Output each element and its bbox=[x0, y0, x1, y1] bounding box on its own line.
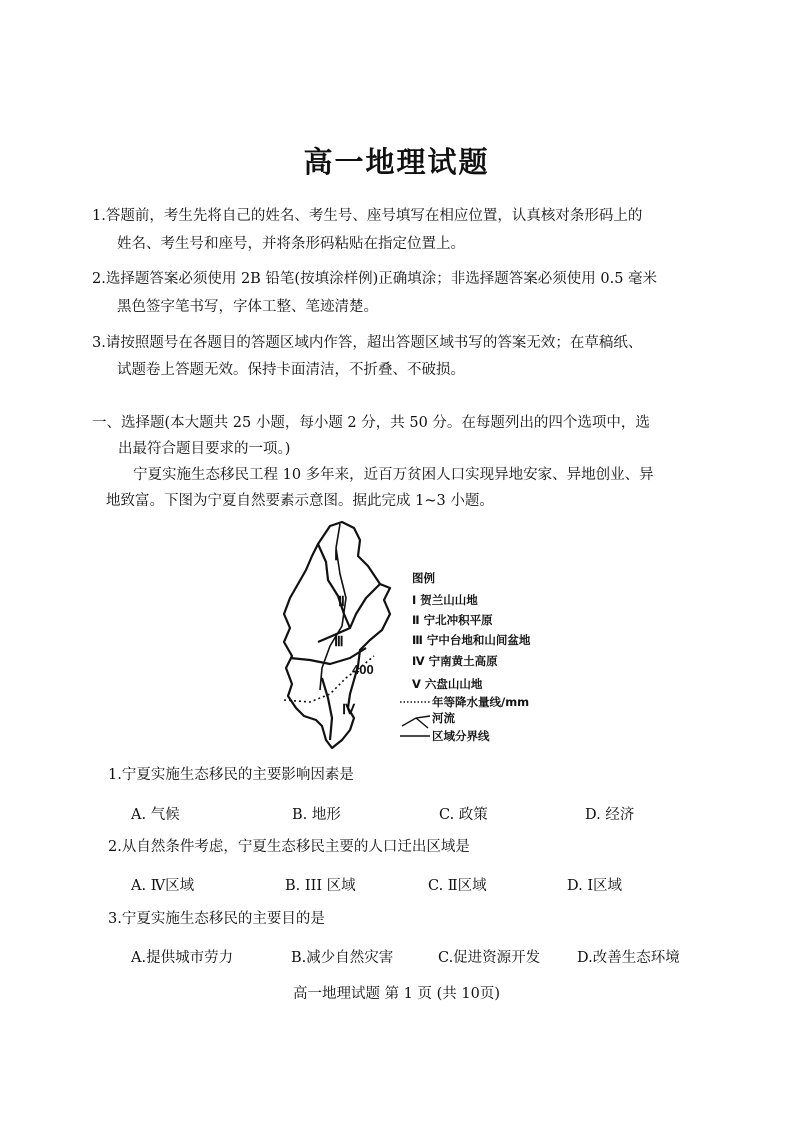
region-label-3: Ⅲ bbox=[334, 635, 344, 650]
legend-item-3: Ⅲ 宁中台地和山间盆地 bbox=[412, 633, 531, 647]
ningxia-map-figure bbox=[270, 518, 560, 758]
question-1-option-b: B. 地形 bbox=[292, 807, 341, 823]
question-2-option-b: B. III 区域 bbox=[285, 878, 356, 894]
instruction-3-line-2: 试题卷上答题无效。保持卡面清洁，不折叠、不破损。 bbox=[117, 362, 465, 378]
page-footer: 高一地理试题 第 1 页 (共 10页) bbox=[292, 986, 501, 1002]
region-label-2: Ⅱ bbox=[338, 595, 345, 610]
question-2-stem: 2.从自然条件考虑，宁夏生态移民主要的人口迁出区域是 bbox=[108, 839, 470, 855]
instruction-2-line-1: 2.选择题答案必须使用 2B 铅笔(按填涂样例)正确填涂；非选择题答案必须使用 0.5 毫米 bbox=[92, 271, 658, 287]
legend-item-2: Ⅱ 宁北冲积平原 bbox=[412, 613, 493, 627]
legend-item-8: 区域分界线 bbox=[432, 729, 490, 743]
region-label-4: Ⅳ bbox=[342, 703, 355, 718]
legend-item-6: 年等降水量线/mm bbox=[432, 695, 530, 709]
legend-item-5: Ⅴ 六盘山山地 bbox=[412, 677, 483, 691]
question-1-option-d: D. 经济 bbox=[585, 807, 635, 823]
section-heading-line-1: 一、选择题(本大题共 25 小题，每小题 2 分，共 50 分。在每题列出的四个选项中，选 bbox=[92, 415, 650, 431]
legend-item-1: Ⅰ 贺兰山山地 bbox=[412, 593, 478, 607]
boundary-2-3 bbox=[318, 584, 380, 642]
question-1-stem: 1.宁夏实施生态移民的主要影响因素是 bbox=[108, 767, 354, 783]
legend-river-symbol bbox=[402, 716, 430, 728]
instruction-1-line-1: 1.答题前，考生先将自己的姓名、考生号、座号填写在相应位置，认真核对条形码上的 bbox=[92, 208, 643, 224]
question-3-option-a: A.提供城市劳力 bbox=[131, 950, 234, 966]
question-1-option-c: C. 政策 bbox=[439, 807, 488, 823]
question-3-option-c: C.促进资源开发 bbox=[438, 950, 541, 966]
question-1-option-a: A. 气候 bbox=[131, 807, 180, 823]
instruction-1-line-2: 姓名、考生号和座号，并将条形码粘贴在指定位置上。 bbox=[117, 236, 465, 252]
question-2-option-d: D. Ⅰ区域 bbox=[567, 878, 623, 894]
legend-title: 图例 bbox=[412, 571, 435, 585]
question-2-option-a: A. Ⅳ区域 bbox=[131, 878, 195, 894]
question-3-option-b: B.减少自然灾害 bbox=[291, 950, 394, 966]
question-3-option-d: D.改善生态环境 bbox=[577, 950, 680, 966]
legend-item-4: Ⅳ 宁南黄土高原 bbox=[412, 654, 498, 668]
instruction-3-line-1: 3.请按照题号在各题目的答题区域内作答，超出答题区域书写的答案无效；在草稿纸、 bbox=[92, 335, 643, 351]
page-title: 高一地理试题 bbox=[303, 145, 490, 179]
legend-item-7: 河流 bbox=[432, 711, 455, 725]
question-3-stem: 3.宁夏实施生态移民的主要目的是 bbox=[108, 911, 325, 927]
section-heading-line-2: 出最符合题目要求的一项。) bbox=[118, 441, 291, 457]
question-2-option-c: C. Ⅱ区域 bbox=[428, 878, 487, 894]
passage-line-2: 地致富。下图为宁夏自然要素示意图。据此完成 1~3 小题。 bbox=[106, 493, 494, 509]
region-label-1: Ⅰ bbox=[334, 549, 339, 564]
passage-line-1: 宁夏实施生态移民工程 10 多年来，近百万贫困人口实现异地安家、异地创业、异 bbox=[133, 467, 654, 483]
isohyet-400-label: 400 bbox=[352, 662, 374, 677]
instruction-2-line-2: 黑色签字笔书写，字体工整、笔迹清楚。 bbox=[117, 299, 378, 315]
